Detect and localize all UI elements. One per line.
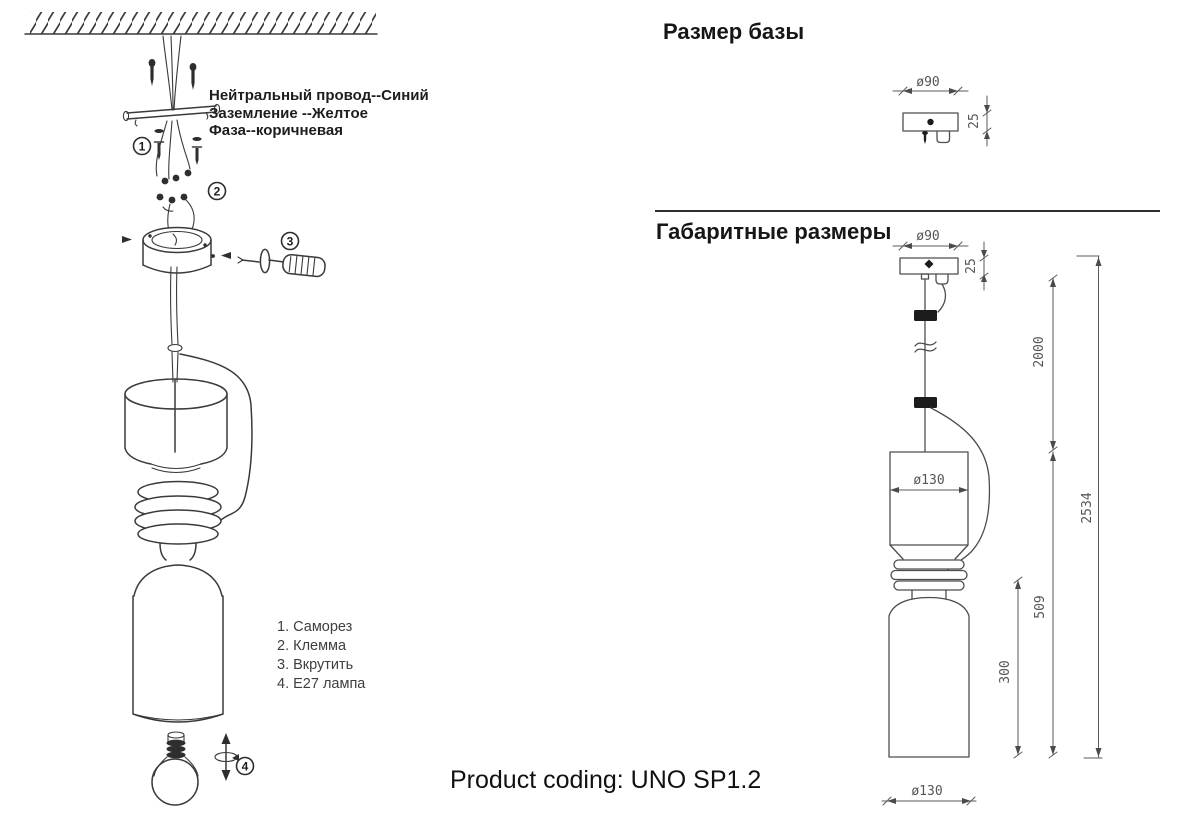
glass-shade xyxy=(125,379,227,473)
body-front xyxy=(889,598,969,758)
ceiling-hatch xyxy=(25,12,377,34)
svg-text:300: 300 xyxy=(998,660,1013,684)
wire-label-phase: Фаза--коричневая xyxy=(209,122,344,139)
fixing-screw-right xyxy=(193,147,202,165)
base-size-title: Размер базы xyxy=(663,19,805,44)
cable-tie xyxy=(168,345,182,352)
pointer-arrow-right xyxy=(221,252,231,259)
rotation-arrow xyxy=(215,733,239,781)
cable-clip-1 xyxy=(914,310,937,321)
washer-right xyxy=(192,137,201,141)
svg-text:1: 1 xyxy=(138,139,146,154)
pendant-cable xyxy=(168,267,182,382)
strain-relief xyxy=(936,274,948,284)
overall-dimensions-title: Габаритные размеры xyxy=(656,219,892,244)
screwdriver-icon xyxy=(238,249,326,277)
dim-lower-height xyxy=(998,577,1022,758)
anchor-screw-left xyxy=(149,59,156,86)
svg-text:25: 25 xyxy=(967,113,982,129)
svg-text:ø90: ø90 xyxy=(916,75,940,90)
lamp-body xyxy=(133,543,223,722)
coil-rings xyxy=(135,482,221,545)
svg-text:ø90: ø90 xyxy=(916,229,940,244)
canopy-front xyxy=(900,258,958,312)
callout-2 xyxy=(209,183,226,200)
svg-text:509: 509 xyxy=(1033,595,1048,619)
callout-3 xyxy=(282,233,299,250)
dim-canopy-height xyxy=(964,242,988,290)
wire-color-labels xyxy=(209,87,429,140)
svg-text:2: 2 xyxy=(213,184,221,199)
product-coding: Product coding: UNO SP1.2 xyxy=(450,766,762,794)
wire-label-ground: Заземление --Желтое xyxy=(209,104,368,122)
callout-4 xyxy=(237,758,254,775)
base-dim-height xyxy=(967,96,991,146)
base-plate xyxy=(903,113,958,144)
step-item: 4. E27 лампа xyxy=(277,676,366,692)
ceiling-wires xyxy=(163,36,181,110)
shade-front xyxy=(890,452,968,559)
overall-dimensions-drawing xyxy=(882,229,1102,805)
dim-total-height xyxy=(1077,256,1102,758)
svg-text:2000: 2000 xyxy=(1032,336,1047,368)
step-item: 1. Саморез xyxy=(277,619,353,635)
dim-canopy-diameter xyxy=(893,229,968,250)
step-item: 3. Вкрутить xyxy=(277,657,354,673)
callout-1 xyxy=(134,138,151,155)
svg-text:25: 25 xyxy=(964,258,979,274)
rings-front xyxy=(891,560,967,600)
canopy xyxy=(143,200,215,273)
svg-text:ø130: ø130 xyxy=(911,784,943,799)
wire-terminals xyxy=(156,120,191,211)
bulb xyxy=(152,732,198,805)
base-size-drawing xyxy=(893,75,991,146)
base-dim-diameter xyxy=(893,75,968,95)
cable-clip-2 xyxy=(914,397,937,408)
svg-text:4: 4 xyxy=(241,759,249,774)
dim-bottom-diameter xyxy=(882,784,976,805)
dim-body-height xyxy=(1033,447,1057,758)
washer-left xyxy=(154,129,163,133)
pointer-arrow-left xyxy=(122,236,132,243)
assembly-steps-list xyxy=(277,618,365,694)
svg-text:ø130: ø130 xyxy=(913,473,945,488)
svg-text:3: 3 xyxy=(286,234,294,249)
wire-label-neutral: Нейтральный провод--Синий xyxy=(209,87,429,104)
step-item: 2. Клемма xyxy=(277,638,347,654)
svg-text:2534: 2534 xyxy=(1080,492,1095,524)
dim-cable-length xyxy=(1032,275,1057,450)
anchor-screw-right xyxy=(190,63,197,90)
